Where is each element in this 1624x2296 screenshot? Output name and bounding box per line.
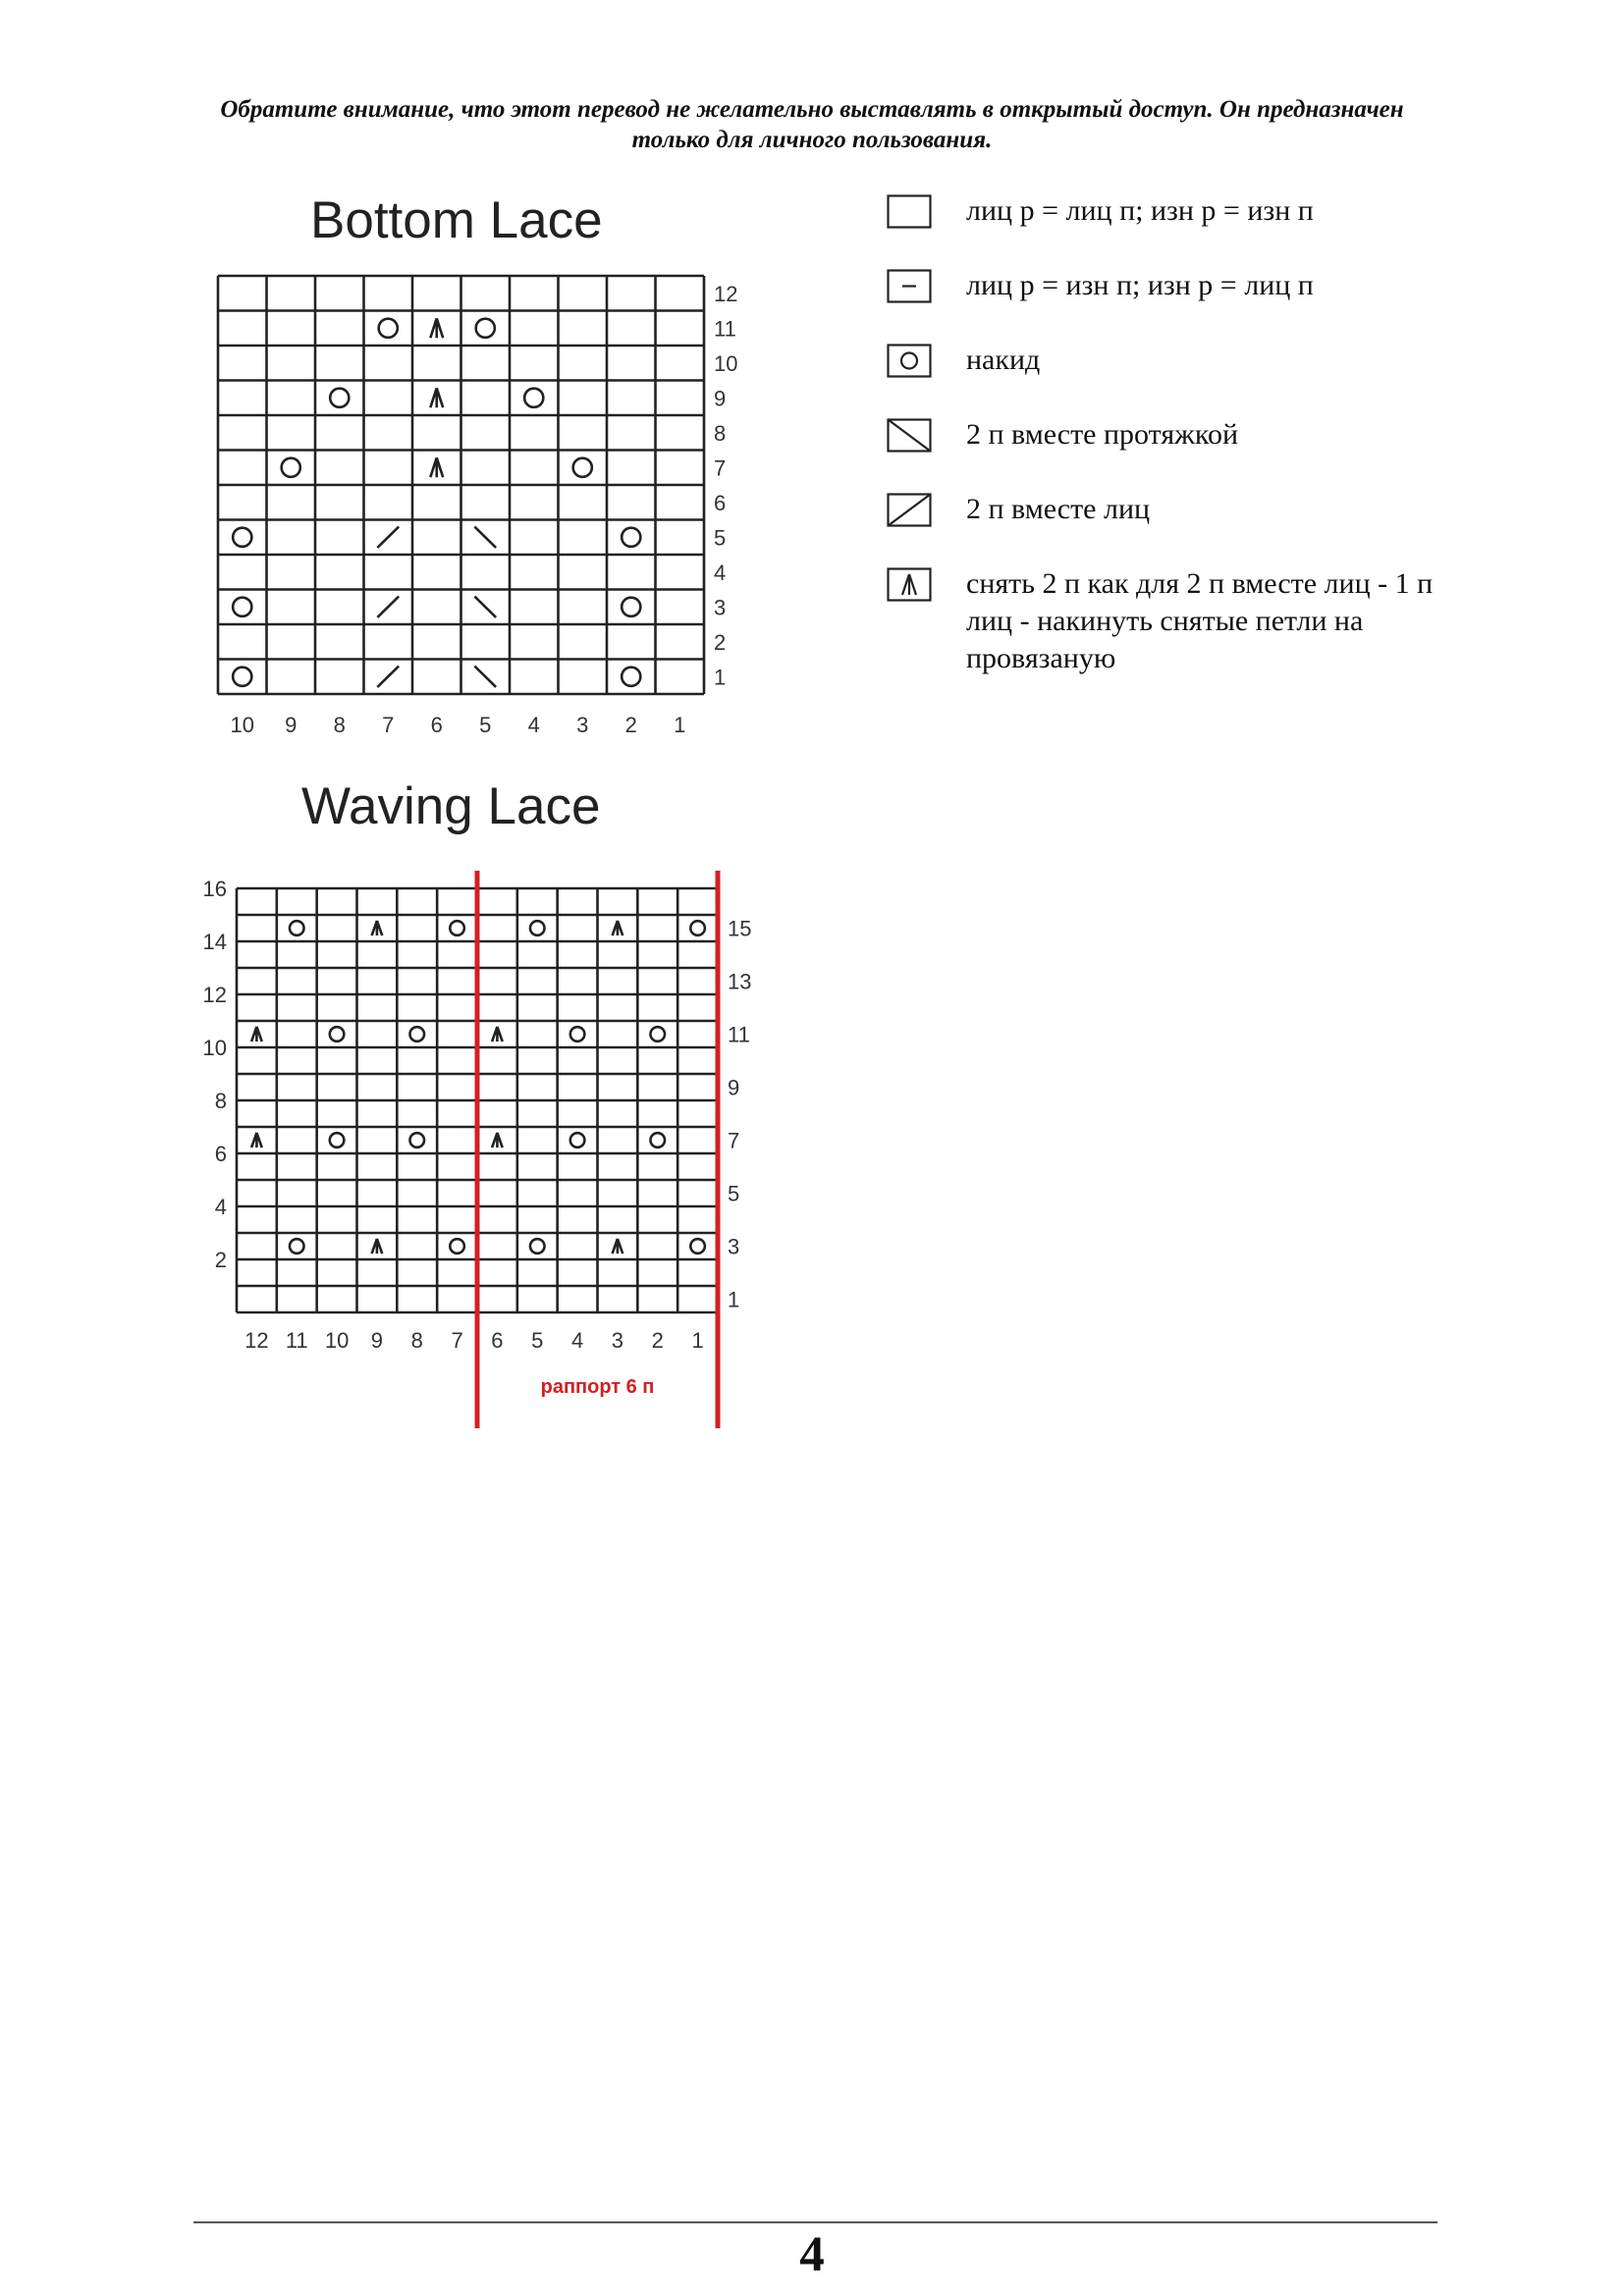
row-number-label: 2 [714, 629, 727, 655]
row-number-label: 3 [714, 595, 727, 620]
legend-item-ssk [887, 416, 1436, 454]
column-number-label: 8 [333, 713, 346, 737]
backslash-square-icon [887, 418, 932, 453]
page-number: 4 [799, 2227, 825, 2282]
central-decrease-symbol [251, 1027, 262, 1041]
row-number-label-right: 7 [728, 1128, 740, 1153]
k2tog-symbol [377, 667, 399, 687]
yarn-over-symbol [650, 1133, 665, 1148]
yarn-over-symbol [622, 528, 640, 547]
row-number-label: 9 [714, 386, 727, 411]
slash-square-icon [887, 493, 932, 527]
yarn-over-symbol [530, 921, 545, 935]
k2tog-symbol [377, 527, 399, 548]
central-decrease-symbol [251, 1133, 262, 1148]
central-decrease-symbol [372, 921, 383, 935]
legend-text-purl: лиц р = изн п; изн р = лиц п [966, 269, 1314, 301]
yarn-over-symbol [450, 1239, 464, 1254]
column-number-label: 12 [244, 1328, 269, 1353]
bottom-lace-title: Bottom Lace [310, 191, 603, 249]
yarn-over-symbol [573, 458, 592, 477]
yarn-over-symbol [282, 458, 300, 477]
central-decrease-symbol [492, 1027, 503, 1041]
column-number-label: 2 [651, 1328, 664, 1353]
yarn-over-symbol [570, 1133, 585, 1148]
column-number-label: 8 [410, 1328, 423, 1353]
empty-square-icon [887, 194, 932, 229]
central-decrease-symbol [430, 457, 443, 477]
row-number-label: 6 [714, 490, 727, 515]
central-decrease-symbol [492, 1133, 503, 1148]
yarn-over-symbol [622, 667, 640, 686]
row-number-label: 12 [714, 281, 738, 306]
column-number-label: 9 [370, 1328, 384, 1353]
ssk-symbol [474, 667, 496, 687]
column-number-label: 7 [382, 713, 395, 737]
row-number-label-left: 6 [214, 1142, 227, 1166]
waving-lace-chart [203, 871, 752, 1428]
column-number-label: 10 [324, 1328, 350, 1353]
column-number-label: 3 [576, 713, 589, 737]
yarn-over-symbol [530, 1239, 545, 1254]
column-number-label: 2 [624, 713, 637, 737]
legend-text-k2tog: 2 п вместе лиц [966, 493, 1151, 525]
symbol-legend [887, 192, 1436, 715]
footer-divider [193, 2221, 1437, 2223]
row-number-label-left: 2 [214, 1248, 227, 1272]
yarn-over-symbol [524, 389, 543, 407]
row-number-label: 4 [714, 560, 727, 585]
column-number-label: 6 [491, 1328, 504, 1353]
central-decrease-symbol [430, 318, 443, 338]
legend-text-central-decrease: снять 2 п как для 2 п вместе лиц - 1 п лиц - накинуть снятые петли на провязаную [966, 567, 1434, 674]
yarn-over-symbol [330, 1027, 345, 1041]
k2tog-symbol [377, 597, 399, 617]
yarn-over-symbol [290, 1239, 304, 1254]
yarn-over-symbol [650, 1027, 665, 1041]
yarn-over-symbol [409, 1133, 424, 1148]
row-number-label: 11 [714, 316, 736, 342]
row-number-label: 5 [714, 525, 727, 551]
row-number-label-left: 16 [202, 877, 227, 901]
row-number-label-right: 11 [728, 1022, 750, 1047]
legend-item-central-decrease [887, 565, 1436, 677]
yarn-over-symbol [290, 921, 304, 935]
legend-text-knit: лиц р = лиц п; изн р = изн п [966, 194, 1314, 227]
yarn-over-symbol [450, 921, 464, 935]
central-decrease-symbol [613, 921, 623, 935]
row-number-label-left: 10 [202, 1036, 227, 1060]
legend-text-ssk: 2 п вместе протяжкой [966, 418, 1239, 451]
yarn-over-symbol [330, 1133, 345, 1148]
legend-item-k2tog [887, 491, 1436, 528]
column-number-label: 1 [691, 1328, 704, 1353]
repeat-label: раппорт 6 п [540, 1376, 655, 1398]
yarn-over-symbol [233, 598, 251, 616]
column-number-label: 5 [531, 1328, 544, 1353]
column-number-label: 4 [527, 713, 540, 737]
ssk-symbol [474, 527, 496, 548]
yarn-over-symbol [233, 528, 251, 547]
central-decrease-symbol [613, 1239, 623, 1254]
column-number-label: 3 [611, 1328, 624, 1353]
row-number-label-right: 9 [728, 1075, 740, 1100]
legend-text-yarn-over: накид [966, 344, 1041, 376]
bottom-lace-chart [218, 276, 737, 737]
ssk-symbol [474, 597, 496, 617]
dash-square-icon [887, 269, 932, 303]
column-number-label: 10 [230, 713, 254, 737]
row-number-label: 1 [714, 665, 727, 690]
central-decrease-symbol [372, 1239, 383, 1254]
yarn-over-symbol [690, 921, 705, 935]
yarn-over-symbol [690, 1239, 705, 1254]
column-number-label: 4 [570, 1328, 584, 1353]
bottom-lace-grid [218, 276, 704, 694]
row-number-label-right: 5 [728, 1181, 740, 1206]
column-number-label: 1 [674, 713, 686, 737]
row-number-label-left: 4 [214, 1195, 227, 1219]
row-number-label: 8 [714, 420, 727, 446]
yarn-over-symbol [622, 598, 640, 616]
row-number-label: 10 [714, 350, 738, 376]
legend-item-yarn-over [887, 342, 1436, 379]
central-decrease-symbol [430, 388, 443, 407]
row-number-label-right: 15 [728, 916, 752, 941]
yarn-over-symbol [379, 319, 398, 338]
row-number-label-left: 14 [202, 930, 227, 954]
yarn-over-symbol [476, 319, 495, 338]
column-number-label: 5 [479, 713, 492, 737]
circle-square-icon [887, 344, 932, 378]
legend-item-knit [887, 192, 1436, 230]
column-number-label: 11 [285, 1328, 308, 1353]
row-number-label-right: 1 [728, 1287, 740, 1312]
column-number-label: 9 [285, 713, 298, 737]
row-number-label-left: 12 [202, 983, 227, 1007]
column-number-label: 7 [451, 1328, 463, 1353]
row-number-label-right: 13 [728, 969, 752, 994]
privacy-notice: Обратите внимание, что этот перевод не желательно выставлять в открытый доступ. Он предназначен только для личного пользования. [220, 96, 1404, 153]
central-decrease-icon [887, 567, 932, 602]
yarn-over-symbol [409, 1027, 424, 1041]
row-number-label: 7 [714, 455, 727, 481]
row-number-label-right: 3 [728, 1234, 740, 1259]
column-number-label: 6 [430, 713, 443, 737]
waving-lace-title: Waving Lace [301, 777, 601, 835]
row-number-label-left: 8 [214, 1089, 227, 1113]
yarn-over-symbol [570, 1027, 585, 1041]
yarn-over-symbol [330, 389, 349, 407]
legend-item-purl [887, 267, 1436, 304]
yarn-over-symbol [233, 667, 251, 686]
